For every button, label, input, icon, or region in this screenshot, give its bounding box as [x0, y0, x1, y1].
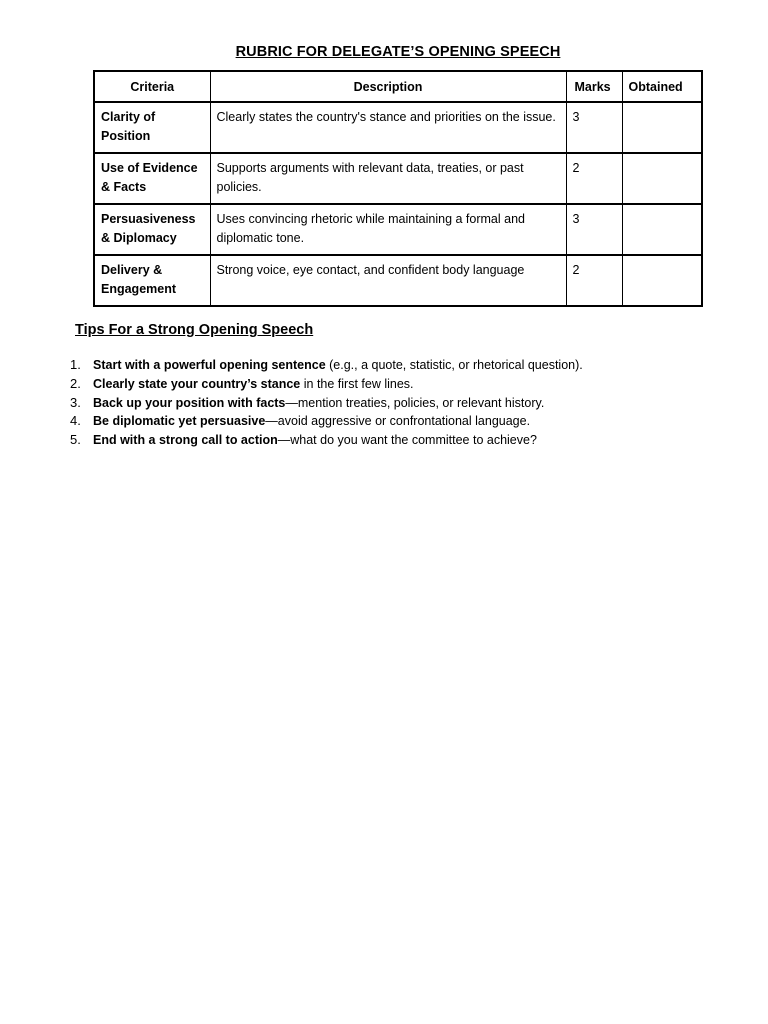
table-row [94, 204, 702, 255]
criteria-cell: Persuasiveness & Diplomacy [94, 204, 210, 255]
tip-bold-text: Be diplomatic yet persuasive [93, 414, 266, 429]
list-number: 1. [70, 357, 81, 372]
table-row [94, 255, 702, 306]
list-number: 4. [70, 413, 81, 429]
rubric-header-row [94, 71, 702, 102]
tip-text: in the first few lines. [300, 376, 414, 391]
tip-text: (e.g., a quote, statistic, or rhetorical question). [325, 358, 583, 372]
list-item [62, 356, 583, 375]
list-item [62, 412, 583, 431]
list-item [62, 394, 583, 413]
header-marks: Marks [566, 71, 622, 102]
tip-text: —what do you want the committee to achieve? [277, 433, 537, 448]
obtained-cell[interactable] [622, 204, 702, 255]
list-number: 3. [70, 394, 81, 410]
tip-bold-text: End with a strong call to action [93, 433, 278, 448]
tip-bold-text: Clearly state your country’s stance [93, 376, 301, 391]
criteria-cell: Use of Evidence & Facts [94, 153, 210, 204]
list-number: 2. [70, 375, 81, 391]
description-cell: Supports arguments with relevant data, treaties, or past policies. [210, 153, 566, 204]
obtained-cell[interactable] [622, 102, 702, 153]
tips-list [62, 356, 583, 450]
description-cell: Clearly states the country's stance and priorities on the issue. [210, 102, 566, 153]
rubric-table [93, 70, 703, 307]
header-obtained: Obtained [622, 71, 702, 102]
marks-cell: 2 [566, 153, 622, 204]
list-number: 5. [70, 432, 81, 448]
description-cell: Strong voice, eye contact, and confident body language [210, 255, 566, 306]
tip-text: —mention treaties, policies, or relevant history. [285, 395, 545, 410]
header-description: Description [210, 71, 566, 102]
marks-cell: 3 [566, 204, 622, 255]
page-title: RUBRIC FOR DELEGATE’S OPENING SPEECH [235, 44, 561, 60]
marks-cell: 3 [566, 102, 622, 153]
header-criteria: Criteria [94, 71, 210, 102]
table-row [94, 102, 702, 153]
tip-text: —avoid aggressive or confrontational language. [265, 414, 531, 429]
list-item [62, 431, 583, 450]
tips-heading: Tips For a Strong Opening Speech [75, 322, 314, 338]
obtained-cell[interactable] [622, 153, 702, 204]
table-row [94, 153, 702, 204]
tip-bold-text: Back up your position with facts [93, 395, 286, 410]
obtained-cell[interactable] [622, 255, 702, 306]
description-cell: Uses convincing rhetoric while maintaining a formal and diplomatic tone. [210, 204, 566, 255]
tip-bold-text: Start with a powerful opening sentence [93, 358, 326, 372]
criteria-cell: Clarity of Position [94, 102, 210, 153]
list-item [62, 375, 583, 394]
criteria-cell: Delivery & Engagement [94, 255, 210, 306]
marks-cell: 2 [566, 255, 622, 306]
